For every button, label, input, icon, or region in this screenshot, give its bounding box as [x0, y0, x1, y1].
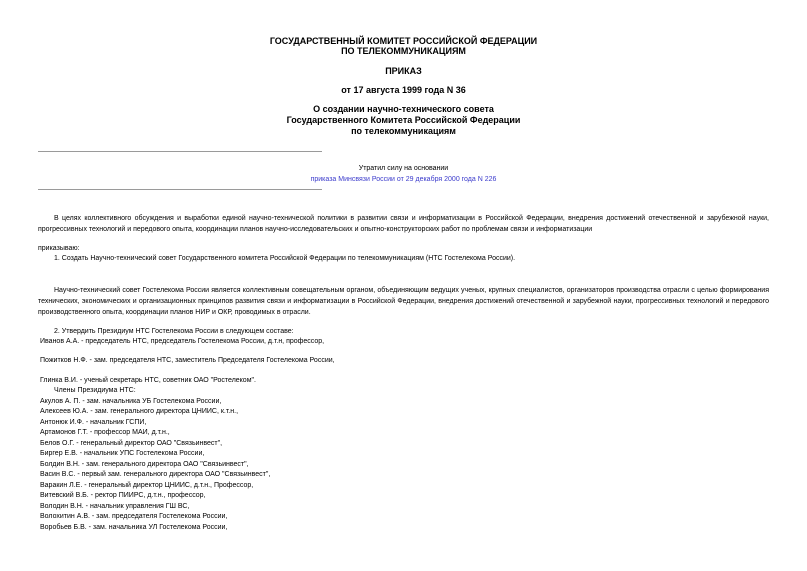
member-line: Витевский В.Б. - ректор ПИИРС, д.т.н., профессор, — [40, 492, 206, 499]
member-line: Васин В.С. - первый зам. генерального директора ОАО "Связьинвест", — [40, 471, 271, 478]
member-line: Антонюк И.Ф. - начальник ГСПИ, — [40, 419, 147, 426]
repeal-link[interactable]: приказа Минсвязи России от 29 декабря 2000 года N 226 — [310, 176, 497, 183]
member-line: Волохитин А.В. - зам. председателя Гостелекома России, — [40, 513, 228, 520]
member-line: Артамонов Г.Т. - профессор МАИ, д.т.н., — [40, 429, 170, 436]
member-line: Володин В.Н. - начальник управления ГШ ВС, — [40, 503, 190, 510]
intro-paragraph: В целях коллективного обсуждения и выработки единой научно-технической политики в развитии связи и информатизации в Российской Федерации, внедрения достижений отечественной и зарубежной науки, прогрессивных технологий и передового опыта, координации планов научно-исследовательских и опытно-конструкторских работ по проблемам связи и информатизации — [38, 215, 769, 233]
order-word: приказываю: — [38, 245, 80, 252]
members-heading: Члены Президиума НТС: — [54, 387, 136, 394]
order-item-2: 2. Утвердить Президиум НТС Гостелекома России в следующем составе: — [54, 328, 294, 335]
doc-title-line1: О создании научно-технического совета — [313, 104, 494, 114]
doc-title-line3: по телекоммуникациям — [351, 126, 456, 136]
order-item-1: 1. Создать Научно-технический совет Государственного комитета Российской Федерации по телекоммуникациям (НТС Гостелекома России). — [54, 255, 516, 262]
presidium-secretary: Глинка В.И. - ученый секретарь НТС, советник ОАО "Ростелеком". — [40, 377, 256, 384]
doc-date-number: от 17 августа 1999 года N 36 — [341, 85, 466, 95]
member-line: Биргер Е.В. - начальник УПС Гостелекома России, — [40, 450, 205, 457]
org-name-line2: ПО ТЕЛЕКОММУНИКАЦИЯМ — [341, 46, 466, 56]
presidium-chair: Иванов А.А. - председатель НТС, председатель Гостелекома России, д.т.н, профессор, — [40, 338, 325, 345]
member-line: Болдин В.Н. - зам. генерального директора ОАО "Связьинвест", — [40, 461, 249, 468]
divider-bottom — [38, 189, 322, 190]
doc-type: ПРИКАЗ — [385, 66, 422, 76]
member-line: Алексеев Ю.А. - зам. генерального директора ЦНИИС, к.т.н., — [40, 408, 239, 415]
member-line: Акулов А. П. - зам. начальника УБ Гостелекома России, — [40, 398, 222, 405]
presidium-vice-chair: Пожитков Н.Ф. - зам. председателя НТС, заместитель Председателя Гостелекома России, — [40, 357, 335, 364]
description-paragraph: Научно-технический совет Гостелекома России является коллективным совещательным органом, объединяющим ведущих ученых, крупных специалистов, организаторов производства отрасли с целью формирования технических, экономических и организационных принципов развития связи и информатизации в Российской Федерации, внедрения достижений отечественной и зарубежной науки, прогрессивных технологий и передового производственного опыта, координации планов НИР и ОКР, проводимых в отрасли. — [38, 287, 769, 316]
doc-title-line2: Государственного Комитета Российской Федерации — [286, 115, 521, 125]
org-name-line1: ГОСУДАРСТВЕННЫЙ КОМИТЕТ РОССИЙСКОЙ ФЕДЕРАЦИИ — [269, 36, 538, 46]
status-note: Утратил силу на основании — [358, 165, 449, 172]
member-line: Белов О.Г. - генеральный директор ОАО "Связьинвест", — [40, 440, 223, 447]
member-line: Воробьев Б.В. - зам. начальника УЛ Гостелекома России, — [40, 524, 228, 531]
divider-top — [38, 151, 322, 152]
member-line: Варакин Л.Е. - генеральный директор ЦНИИС, д.т.н., Профессор, — [40, 482, 254, 489]
